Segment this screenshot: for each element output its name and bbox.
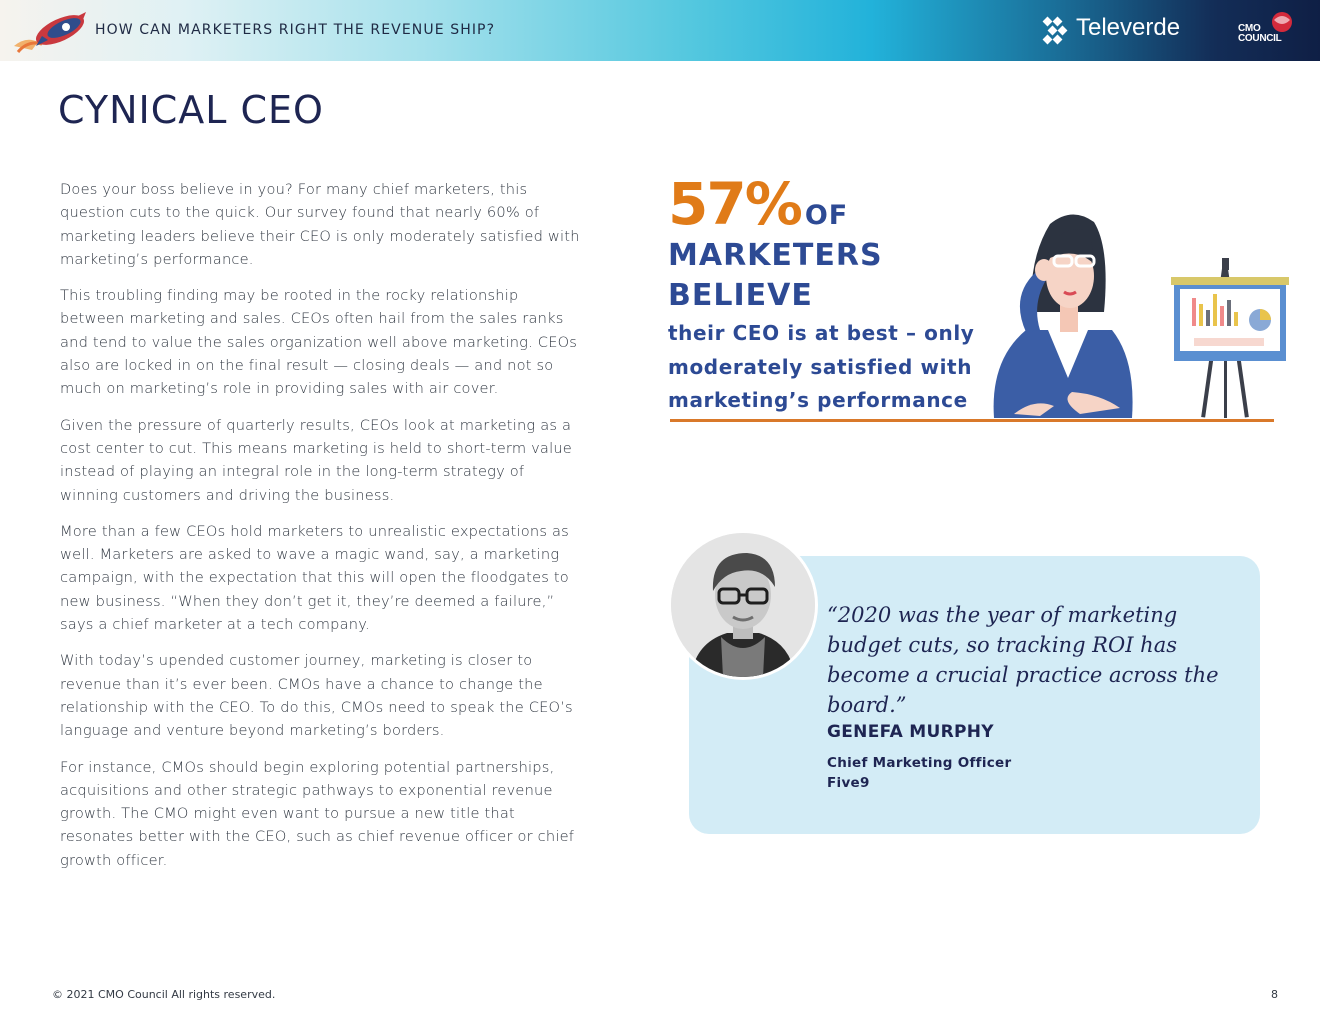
stat-believe: BELIEVE [668,278,813,313]
body-paragraph: This troubling finding may be rooted in the rocky relationship between marketing and sales. CEOs often hail from the sales ranks and tend to value the sales organization well above marketing. CEOs also are locked in on the final result — closing deals — and not so much on marketing’s role in providing sales with air cover. [60,287,578,398]
header-bar [0,0,1320,61]
televerde-logo [1040,14,1200,46]
body-paragraph: With today’s upended customer journey, marketing is closer to revenue than it’s ever been. CMOs have a chance to change the relationship with the CEO. To do this, CMOs need to speak the CEO’s language and venture beyond marketing’s borders. [60,652,573,740]
quote-portrait [671,533,815,677]
televerde-mark-icon [1040,14,1072,46]
quote-author-name: GENEFA MURPHY [827,722,994,742]
stat-of: OF [804,200,849,231]
cmo-council-logo-text: CMO COUNCIL [1238,23,1282,44]
stat-sub-line: moderately satisfied with [668,354,973,379]
stat-marketers: MARKETERS [668,238,883,273]
footer-copyright: © 2021 CMO Council All rights reserved. [52,988,276,1001]
body-paragraph: Does your boss believe in you? For many chief marketers, this question cuts to the quick. Our survey found that nearly 60% of marketing leaders believe their CEO is only moderately satisfied with marketing’s performance. [60,181,580,268]
stat-sub-line: marketing’s performance [668,388,968,412]
ceo-illustration-icon [980,200,1300,422]
stat-percent: 57% [668,170,801,238]
page-title: CYNICAL CEO [58,88,324,132]
cmo-council-logo [1232,10,1304,52]
body-paragraph: Given the pressure of quarterly results, CEOs look at marketing as a cost center to cut. This means marketing is held to short-term value instead of playing an integral role in the long-term strategy of winning customers and driving the business. [60,416,572,504]
stat-divider [670,419,1274,422]
body-text-column [60,178,580,885]
portrait-photo-icon [671,533,815,677]
rocket-icon [12,6,88,54]
header-title: HOW CAN MARKETERS RIGHT THE REVENUE SHIP? [95,22,496,38]
televerde-logo-text: Televerde [1076,14,1181,41]
body-paragraph: More than a few CEOs hold marketers to unrealistic expectations as well. Marketers are asked to wave a magic wand, say, a marketing campaign, with the expectation that this will open the floodgates to new business. “When they don’t get it, they’re deemed a failure,” says a chief marketer at a tech company. [60,522,569,634]
body-paragraph: For instance, CMOs should begin exploring potential partnerships, acquisitions and other strategic pathways to exponential revenue growth. The CMO might even want to pursue a new title that resonates better with the CEO, such as chief revenue officer or chief growth officer. [60,758,575,869]
stat-callout [668,170,998,417]
stat-sub-line: their CEO is at best – only [668,321,975,345]
quote-author-company: Five9 [827,775,870,791]
quote-author-role: Chief Marketing Officer [827,755,1012,771]
quote-text: “2020 was the year of marketing budget cuts, so tracking ROI has become a crucial practice across the board.” [827,603,1219,717]
page-number: 8 [1271,988,1278,1001]
